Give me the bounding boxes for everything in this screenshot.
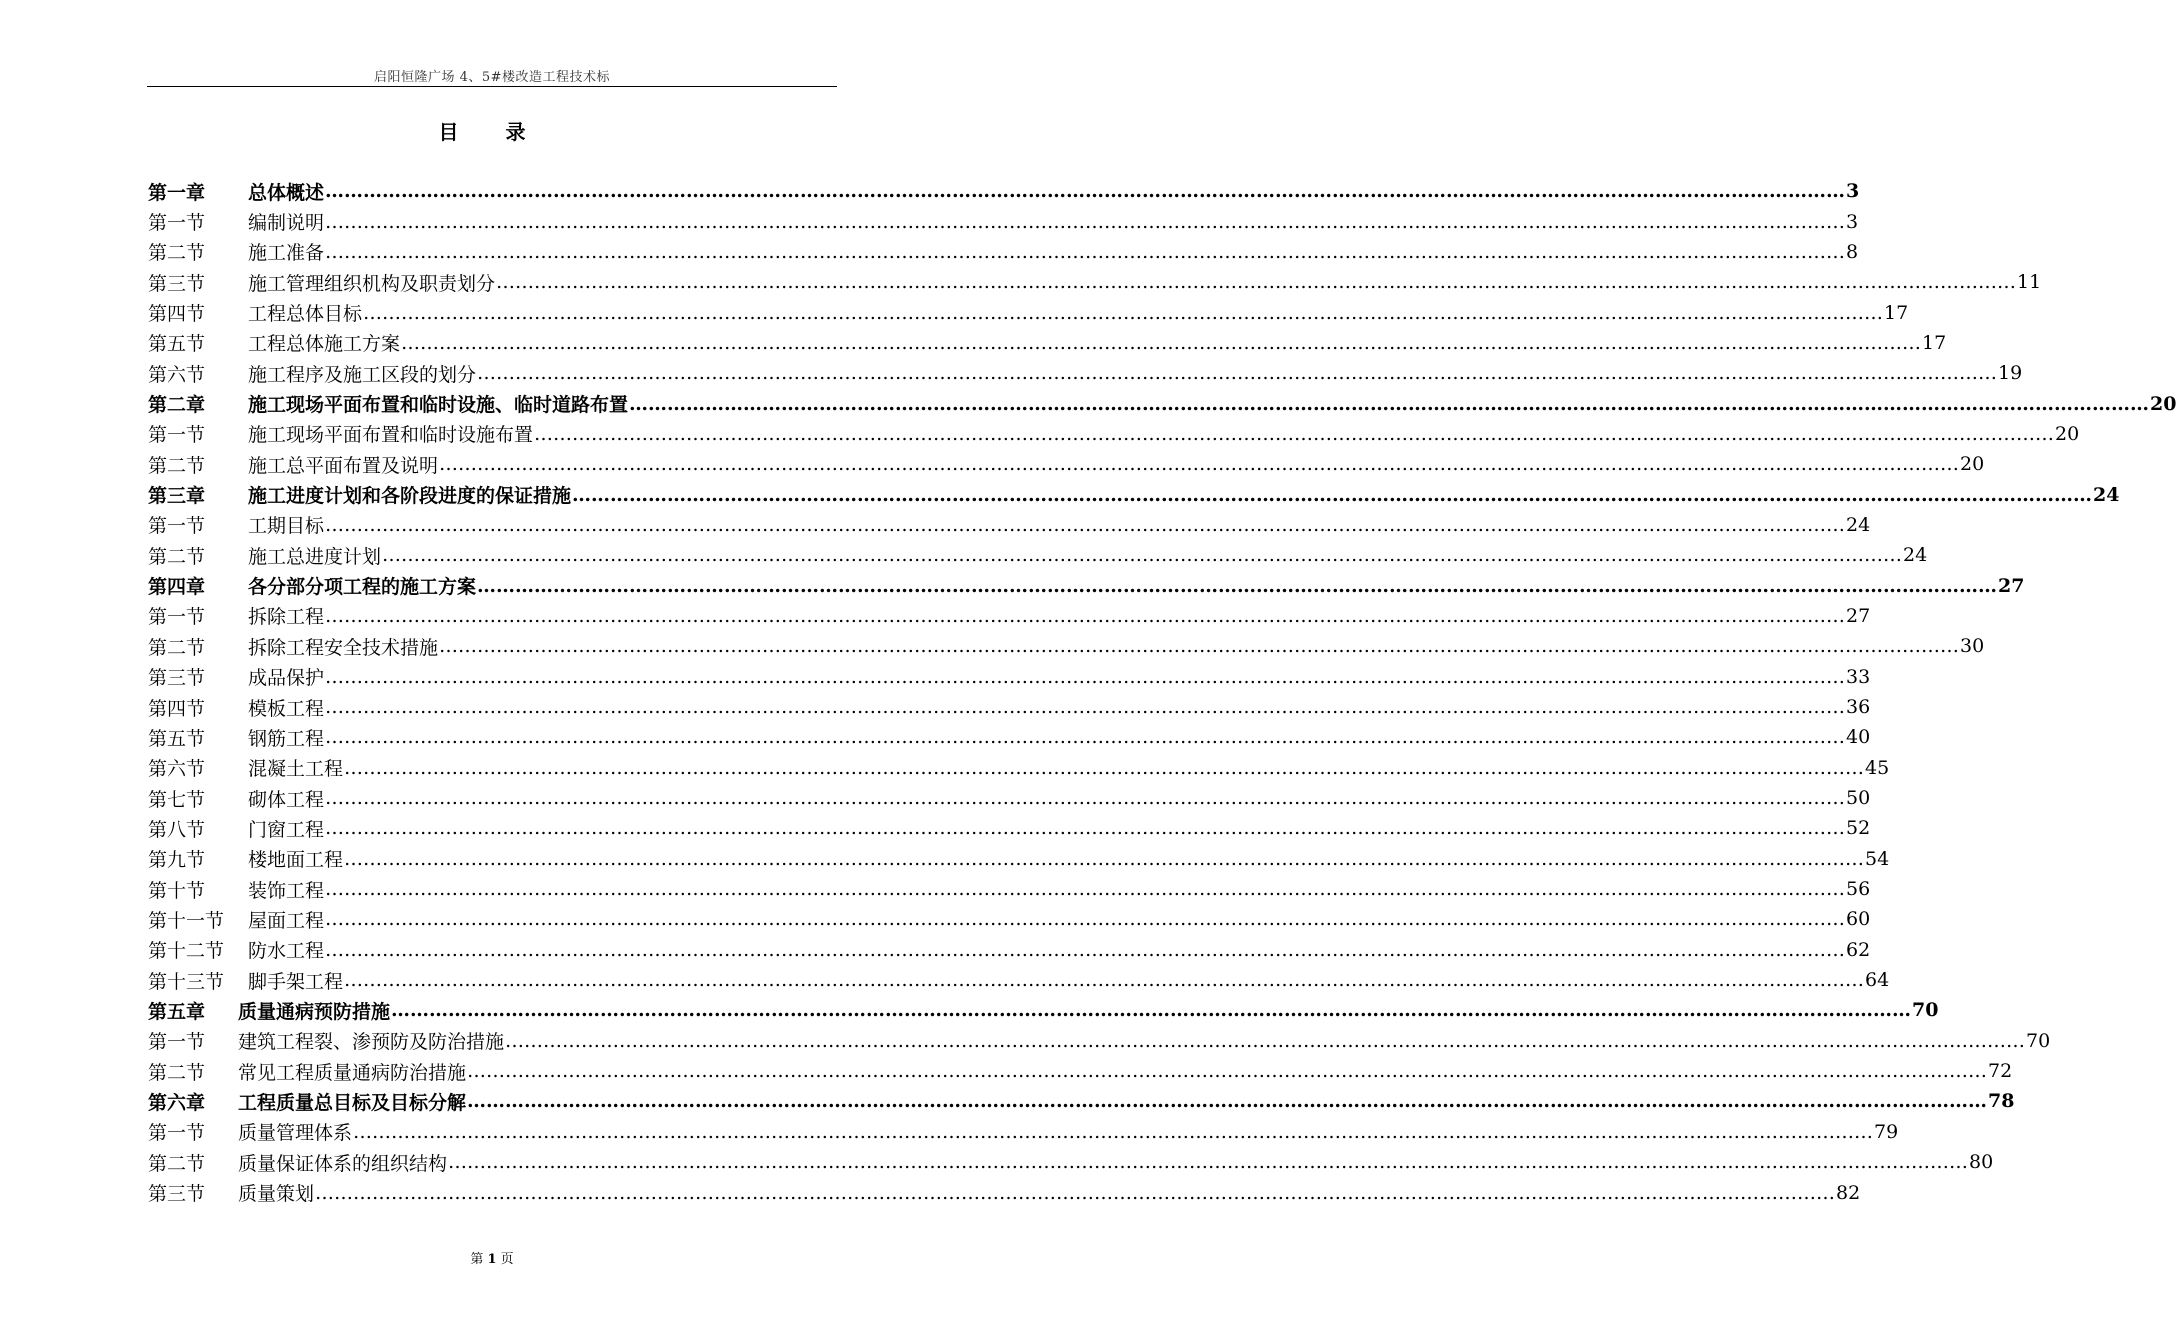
toc-section-entry[interactable]: [148, 874, 1871, 904]
toc-entry-page: 70: [2026, 1029, 2051, 1052]
toc-dot-leader: ……………………………………………………………………………………………………………………………………………………………………………………………………………………: [325, 878, 1846, 901]
toc-entry-title: 屋面工程: [248, 909, 325, 932]
toc-dot-leader: ……………………………………………………………………………………………………………………………………………………………………………………………………………………: [572, 483, 2093, 506]
toc-entry-number: 第四节: [148, 697, 206, 720]
toc-entry-page: 54: [1865, 847, 1890, 870]
toc-entry-number: 第三节: [148, 272, 206, 295]
footer-prefix: 第: [470, 1252, 484, 1267]
toc-chapter-entry[interactable]: [148, 176, 1860, 206]
toc-entry-page: 62: [1846, 938, 1871, 961]
toc-entry-page: 24: [1846, 513, 1871, 536]
toc-entry-number: 第三节: [148, 1183, 206, 1206]
toc-entry-number: 第六章: [148, 1091, 206, 1114]
toc-entry-number: 第一节: [148, 424, 206, 447]
toc-section-entry[interactable]: [148, 722, 1871, 752]
toc-entry-page: 17: [1922, 331, 1947, 354]
toc-section-entry[interactable]: [148, 965, 1890, 995]
toc-dot-leader: ……………………………………………………………………………………………………………………………………………………………………………………………………………………: [315, 1181, 1836, 1204]
toc-section-entry[interactable]: [148, 419, 2080, 449]
toc-entry-number: 第二节: [148, 1152, 206, 1175]
toc-entry-page: 20: [2150, 392, 2176, 415]
toc-entry-page: 27: [1998, 574, 2025, 597]
toc-entry-title: 施工准备: [248, 242, 325, 265]
toc-section-entry[interactable]: [148, 540, 1928, 570]
toc-entry-page: 56: [1846, 878, 1871, 901]
toc-section-entry[interactable]: [148, 1056, 2013, 1086]
toc-entry-title: 工程质量总目标及目标分解: [238, 1091, 467, 1114]
toc-entry-title: 拆除工程: [248, 606, 325, 629]
toc-entry-page: 60: [1846, 908, 1871, 931]
toc-entry-title: 成品保护: [248, 667, 325, 690]
toc-entry-title: 施工总平面布置及说明: [248, 454, 439, 477]
toc-section-entry[interactable]: [148, 844, 1890, 874]
toc-section-entry[interactable]: [148, 206, 1859, 236]
toc-entry-title: 总体概述: [248, 181, 325, 204]
toc-dot-leader: ……………………………………………………………………………………………………………………………………………………………………………………………………………………: [477, 362, 1998, 385]
toc-dot-leader: ……………………………………………………………………………………………………………………………………………………………………………………………………………………: [448, 1151, 1969, 1174]
toc-section-entry[interactable]: [148, 813, 1871, 843]
toc-entry-number: 第一节: [148, 212, 206, 235]
toc-entry-title: 脚手架工程: [248, 970, 344, 993]
toc-chapter-entry[interactable]: [148, 388, 2176, 418]
toc-dot-leader: ……………………………………………………………………………………………………………………………………………………………………………………………………………………: [325, 240, 1846, 263]
toc-dot-leader: ……………………………………………………………………………………………………………………………………………………………………………………………………………………: [325, 908, 1846, 931]
toc-section-entry[interactable]: [148, 783, 1871, 813]
toc-entry-page: 3: [1846, 210, 1859, 233]
toc-dot-leader: ……………………………………………………………………………………………………………………………………………………………………………………………………………………: [439, 635, 1960, 658]
toc-dot-leader: ……………………………………………………………………………………………………………………………………………………………………………………………………………………: [467, 1090, 1988, 1113]
toc-entry-page: 40: [1846, 726, 1871, 749]
toc-dot-leader: ……………………………………………………………………………………………………………………………………………………………………………………………………………………: [439, 453, 1960, 476]
toc-entry-number: 第一节: [148, 606, 206, 629]
toc-chapter-entry[interactable]: [148, 995, 1939, 1025]
toc-entry-title: 工程总体目标: [248, 303, 363, 326]
toc-entry-number: 第三节: [148, 667, 206, 690]
toc-entry-title: 楼地面工程: [248, 849, 344, 872]
toc-entry-page: 24: [2093, 483, 2120, 506]
toc-entry-number: 第九节: [148, 849, 206, 872]
toc-section-entry[interactable]: [148, 328, 1947, 358]
footer-page-number: 1: [487, 1252, 497, 1267]
toc-dot-leader: ……………………………………………………………………………………………………………………………………………………………………………………………………………………: [325, 938, 1846, 961]
toc-dot-leader: ……………………………………………………………………………………………………………………………………………………………………………………………………………………: [325, 817, 1846, 840]
toc-entry-title: 工期目标: [248, 515, 325, 538]
toc-dot-leader: ……………………………………………………………………………………………………………………………………………………………………………………………………………………: [496, 271, 2017, 294]
toc-dot-leader: ……………………………………………………………………………………………………………………………………………………………………………………………………………………: [477, 574, 1998, 597]
toc-dot-leader: ……………………………………………………………………………………………………………………………………………………………………………………………………………………: [344, 847, 1865, 870]
toc-entry-page: 79: [1874, 1120, 1899, 1143]
toc-section-entry[interactable]: [148, 449, 1985, 479]
footer-suffix: 页: [500, 1252, 514, 1267]
toc-entry-number: 第四节: [148, 303, 206, 326]
toc-chapter-entry[interactable]: [148, 570, 2025, 600]
toc-entry-page: 64: [1865, 969, 1890, 992]
toc-dot-leader: ……………………………………………………………………………………………………………………………………………………………………………………………………………………: [401, 331, 1922, 354]
toc-title: 目 录: [438, 120, 546, 144]
toc-section-entry[interactable]: [148, 297, 1909, 327]
toc-section-entry[interactable]: [148, 267, 2042, 297]
toc-entry-page: 50: [1846, 787, 1871, 810]
toc-dot-leader: ……………………………………………………………………………………………………………………………………………………………………………………………………………………: [325, 210, 1846, 233]
toc-entry-number: 第八节: [148, 818, 206, 841]
toc-section-entry[interactable]: [148, 631, 1985, 661]
page-header: 启阳恒隆广场 4、5#楼改造工程技术标: [373, 70, 611, 85]
toc-entry-page: 82: [1836, 1181, 1861, 1204]
toc-section-entry[interactable]: [148, 237, 1859, 267]
toc-entry-page: 3: [1846, 180, 1860, 203]
toc-entry-title: 施工进度计划和各阶段进度的保证措施: [248, 485, 572, 508]
toc-entry-page: 27: [1846, 604, 1871, 627]
toc-entry-title: 质量策划: [238, 1183, 315, 1206]
toc-entry-title: 施工总进度计划: [248, 545, 382, 568]
toc-entry-number: 第十二节: [148, 940, 225, 963]
toc-dot-leader: ……………………………………………………………………………………………………………………………………………………………………………………………………………………: [467, 1060, 1988, 1083]
toc-entry-page: 72: [1988, 1060, 2013, 1083]
toc-entry-number: 第二节: [148, 454, 206, 477]
toc-entry-page: 52: [1846, 817, 1871, 840]
toc-section-entry[interactable]: [148, 692, 1871, 722]
toc-dot-leader: ……………………………………………………………………………………………………………………………………………………………………………………………………………………: [325, 696, 1846, 719]
toc-chapter-entry[interactable]: [148, 479, 2120, 509]
toc-entry-number: 第七节: [148, 788, 206, 811]
toc-dot-leader: ……………………………………………………………………………………………………………………………………………………………………………………………………………………: [363, 301, 1884, 324]
toc-entry-number: 第四章: [148, 576, 206, 599]
toc-entry-page: 20: [2055, 422, 2080, 445]
toc-dot-leader: ……………………………………………………………………………………………………………………………………………………………………………………………………………………: [325, 604, 1846, 627]
toc-dot-leader: ……………………………………………………………………………………………………………………………………………………………………………………………………………………: [325, 513, 1846, 536]
toc-entry-number: 第十节: [148, 879, 206, 902]
toc-entry-number: 第三章: [148, 485, 206, 508]
toc-dot-leader: ……………………………………………………………………………………………………………………………………………………………………………………………………………………: [353, 1120, 1874, 1143]
toc-entry-page: 11: [2017, 271, 2042, 294]
toc-entry-number: 第二节: [148, 636, 206, 659]
toc-entry-title: 质量管理体系: [238, 1122, 353, 1145]
toc-entry-number: 第二节: [148, 242, 206, 265]
toc-section-entry[interactable]: [148, 662, 1871, 692]
toc-entry-title: 混凝土工程: [248, 758, 344, 781]
toc-entry-page: 20: [1960, 453, 1985, 476]
toc-dot-leader: ……………………………………………………………………………………………………………………………………………………………………………………………………………………: [325, 180, 1846, 203]
toc-entry-title: 砌体工程: [248, 788, 325, 811]
toc-section-entry[interactable]: [148, 753, 1890, 783]
toc-entry-page: 30: [1960, 635, 1985, 658]
toc-entry-title: 质量通病预防措施: [238, 1000, 391, 1023]
toc-entry-title: 建筑工程裂、渗预防及防治措施: [238, 1031, 505, 1054]
toc-section-entry[interactable]: [148, 904, 1871, 934]
toc-entry-page: 33: [1846, 665, 1871, 688]
toc-entry-title: 质量保证体系的组织结构: [238, 1152, 448, 1175]
toc-entry-title: 各分部分项工程的施工方案: [248, 576, 477, 599]
toc-entry-title: 钢筋工程: [248, 727, 325, 750]
toc-entry-page: 70: [1912, 999, 1939, 1022]
toc-entry-title: 模板工程: [248, 697, 325, 720]
toc-entry-number: 第五节: [148, 727, 206, 750]
toc-entry-page: 36: [1846, 696, 1871, 719]
toc-entry-page: 8: [1846, 240, 1859, 263]
toc-entry-page: 78: [1988, 1090, 2015, 1113]
toc-entry-number: 第五章: [148, 1000, 206, 1023]
toc-entry-number: 第二节: [148, 1061, 206, 1084]
toc-section-entry[interactable]: [148, 935, 1871, 965]
table-of-contents: [148, 176, 2176, 1208]
toc-entry-title: 施工现场平面布置和临时设施、临时道路布置: [248, 394, 629, 417]
toc-dot-leader: ……………………………………………………………………………………………………………………………………………………………………………………………………………………: [629, 392, 2150, 415]
toc-entry-number: 第一节: [148, 1122, 206, 1145]
toc-chapter-entry[interactable]: [148, 1086, 2015, 1116]
toc-entry-page: 24: [1903, 544, 1928, 567]
toc-entry-title: 防水工程: [248, 940, 325, 963]
toc-entry-page: 19: [1998, 362, 2023, 385]
toc-entry-title: 施工现场平面布置和临时设施布置: [248, 424, 534, 447]
header-rule: [147, 86, 837, 87]
toc-dot-leader: ……………………………………………………………………………………………………………………………………………………………………………………………………………………: [344, 756, 1865, 779]
toc-dot-leader: ……………………………………………………………………………………………………………………………………………………………………………………………………………………: [325, 665, 1846, 688]
toc-dot-leader: ……………………………………………………………………………………………………………………………………………………………………………………………………………………: [391, 999, 1912, 1022]
toc-entry-title: 施工程序及施工区段的划分: [248, 363, 477, 386]
toc-dot-leader: ……………………………………………………………………………………………………………………………………………………………………………………………………………………: [344, 969, 1865, 992]
toc-dot-leader: ……………………………………………………………………………………………………………………………………………………………………………………………………………………: [534, 422, 2055, 445]
toc-entry-number: 第六节: [148, 363, 206, 386]
toc-entry-title: 装饰工程: [248, 879, 325, 902]
toc-section-entry[interactable]: [148, 1117, 1899, 1147]
toc-entry-page: 80: [1969, 1151, 1994, 1174]
toc-entry-number: 第一章: [148, 181, 206, 204]
toc-dot-leader: ……………………………………………………………………………………………………………………………………………………………………………………………………………………: [382, 544, 1903, 567]
toc-dot-leader: ……………………………………………………………………………………………………………………………………………………………………………………………………………………: [505, 1029, 2026, 1052]
toc-section-entry[interactable]: [148, 1026, 2051, 1056]
toc-entry-title: 工程总体施工方案: [248, 333, 401, 356]
toc-entry-number: 第一节: [148, 515, 206, 538]
toc-entry-title: 常见工程质量通病防治措施: [238, 1061, 467, 1084]
toc-dot-leader: ……………………………………………………………………………………………………………………………………………………………………………………………………………………: [325, 787, 1846, 810]
toc-dot-leader: ……………………………………………………………………………………………………………………………………………………………………………………………………………………: [325, 726, 1846, 749]
toc-entry-number: 第六节: [148, 758, 206, 781]
toc-entry-number: 第五节: [148, 333, 206, 356]
toc-entry-title: 施工管理组织机构及职责划分: [248, 272, 496, 295]
toc-section-entry[interactable]: [148, 358, 2023, 388]
toc-entry-page: 17: [1884, 301, 1909, 324]
toc-section-entry[interactable]: [148, 510, 1871, 540]
toc-entry-title: 编制说明: [248, 212, 325, 235]
toc-section-entry[interactable]: [148, 1147, 1994, 1177]
toc-entry-number: 第一节: [148, 1031, 206, 1054]
toc-entry-title: 拆除工程安全技术措施: [248, 636, 439, 659]
toc-entry-page: 45: [1865, 756, 1890, 779]
toc-section-entry[interactable]: [148, 1177, 1861, 1207]
toc-entry-number: 第二章: [148, 394, 206, 417]
page-footer: [147, 1248, 837, 1267]
toc-entry-number: 第十一节: [148, 909, 225, 932]
toc-entry-number: 第二节: [148, 545, 206, 568]
toc-entry-title: 门窗工程: [248, 818, 325, 841]
toc-entry-number: 第十三节: [148, 970, 225, 993]
toc-section-entry[interactable]: [148, 601, 1871, 631]
